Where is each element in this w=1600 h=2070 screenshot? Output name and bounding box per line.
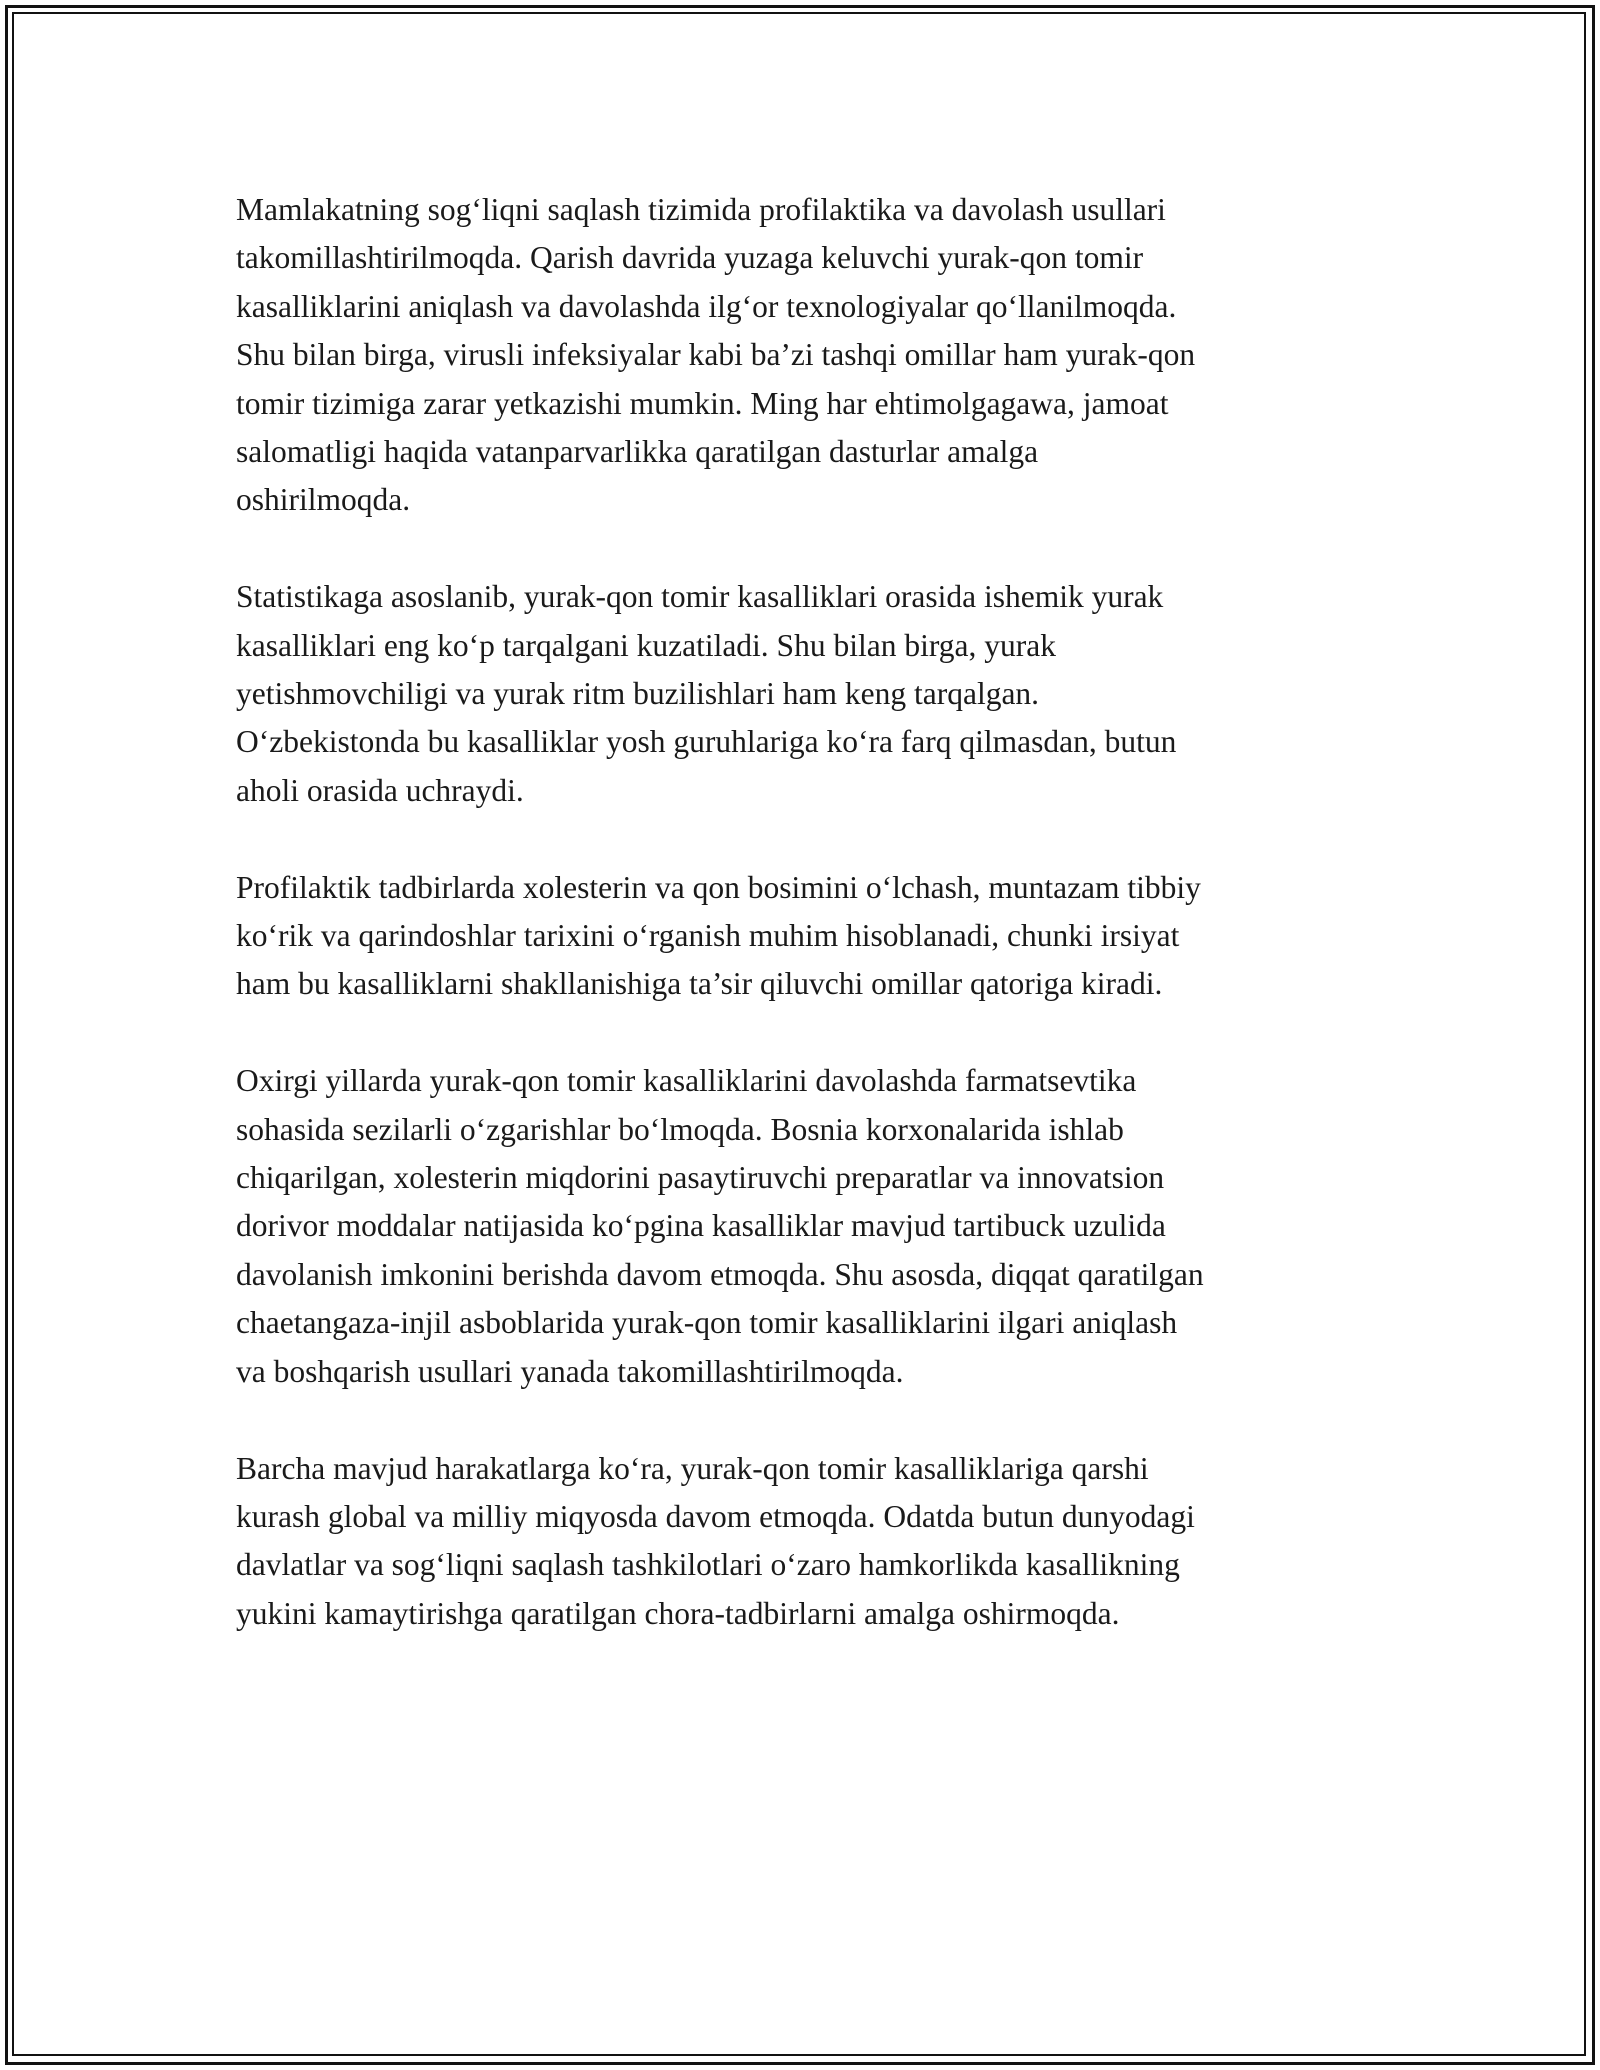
text-line: sohasida sezilarli o‘zgarishlar bo‘lmoqda. Bosnia korxonalarida ishlab	[236, 1111, 1124, 1147]
text-line: va boshqarish usullari yanada takomillashtirilmoqda.	[236, 1353, 904, 1389]
paragraph-2	[236, 573, 1366, 815]
text-line: oshirilmoqda.	[236, 482, 411, 518]
text-line: davolanish imkonini berishda davom etmoqda. Shu asosda, diqqat qaratilgan	[236, 1256, 1204, 1292]
text-line: Barcha mavjud harakatlarga ko‘ra, yurak-qon tomir kasalliklariga qarshi	[236, 1450, 1149, 1486]
text-line: ko‘rik va qarindoshlar tarixini o‘rganish muhim hisoblanadi, chunki irsiyat	[236, 918, 1180, 954]
document-body	[236, 186, 1366, 1687]
text-line: kurash global va milliy miqyosda davom etmoqda. Odatda butun dunyodagi	[236, 1498, 1195, 1534]
paragraph-5	[236, 1445, 1366, 1639]
text-line: tomir tizimiga zarar yetkazishi mumkin. Ming har ehtimolgagawa, jamoat	[236, 385, 1169, 421]
text-line: davlatlar va sog‘liqni saqlash tashkilotlari o‘zaro hamkorlikda kasallikning	[236, 1547, 1180, 1583]
paragraph-3	[236, 864, 1366, 1009]
paragraph-4	[236, 1057, 1366, 1396]
text-line: O‘zbekistonda bu kasalliklar yosh guruhlariga ko‘ra farq qilmasdan, butun	[236, 724, 1177, 760]
text-line: kasalliklarini aniqlash va davolashda ilg‘or texnologiyalar qo‘llanilmoqda.	[236, 288, 1177, 324]
text-line: kasalliklari eng ko‘p tarqalgani kuzatiladi. Shu bilan birga, yurak	[236, 627, 1056, 663]
text-line: Shu bilan birga, virusli infeksiyalar kabi ba’zi tashqi omillar ham yurak-qon	[236, 337, 1196, 373]
text-line: Mamlakatning sog‘liqni saqlash tizimida profilaktika va davolash usullari	[236, 192, 1166, 227]
text-line: Statistikaga asoslanib, yurak-qon tomir kasalliklari orasida ishemik yurak	[236, 579, 1164, 615]
text-line: chiqarilgan, xolesterin miqdorini pasaytiruvchi preparatlar va innovatsion	[236, 1160, 1165, 1196]
text-line: yetishmovchiligi va yurak ritm buzilishlari ham keng tarqalgan.	[236, 676, 1040, 712]
text-line: ham bu kasalliklarni shakllanishiga ta’sir qiluvchi omillar qatoriga kiradi.	[236, 966, 1163, 1002]
text-line: dorivor moddalar natijasida ko‘pgina kasalliklar mavjud tartibuck uzulida	[236, 1208, 1166, 1244]
text-line: Profilaktik tadbirlarda xolesterin va qon bosimini o‘lchash, muntazam tibbiy	[236, 869, 1201, 905]
text-line: Oxirgi yillarda yurak-qon tomir kasalliklarini davolashda farmatsevtika	[236, 1063, 1137, 1099]
text-line: takomillashtirilmoqda. Qarish davrida yuzaga keluvchi yurak-qon tomir	[236, 240, 1144, 276]
text-line: yukini kamaytirishga qaratilgan chora-tadbirlarni amalga oshirmoqda.	[236, 1595, 1120, 1631]
text-line: chaetangaza-injil asboblarida yurak-qon tomir kasalliklarini ilgari aniqlash	[236, 1305, 1178, 1341]
paragraph-1	[236, 186, 1366, 525]
text-line: aholi orasida uchraydi.	[236, 772, 524, 808]
text-line: salomatligi haqida vatanparvarlikka qaratilgan dasturlar amalga	[236, 434, 1039, 470]
